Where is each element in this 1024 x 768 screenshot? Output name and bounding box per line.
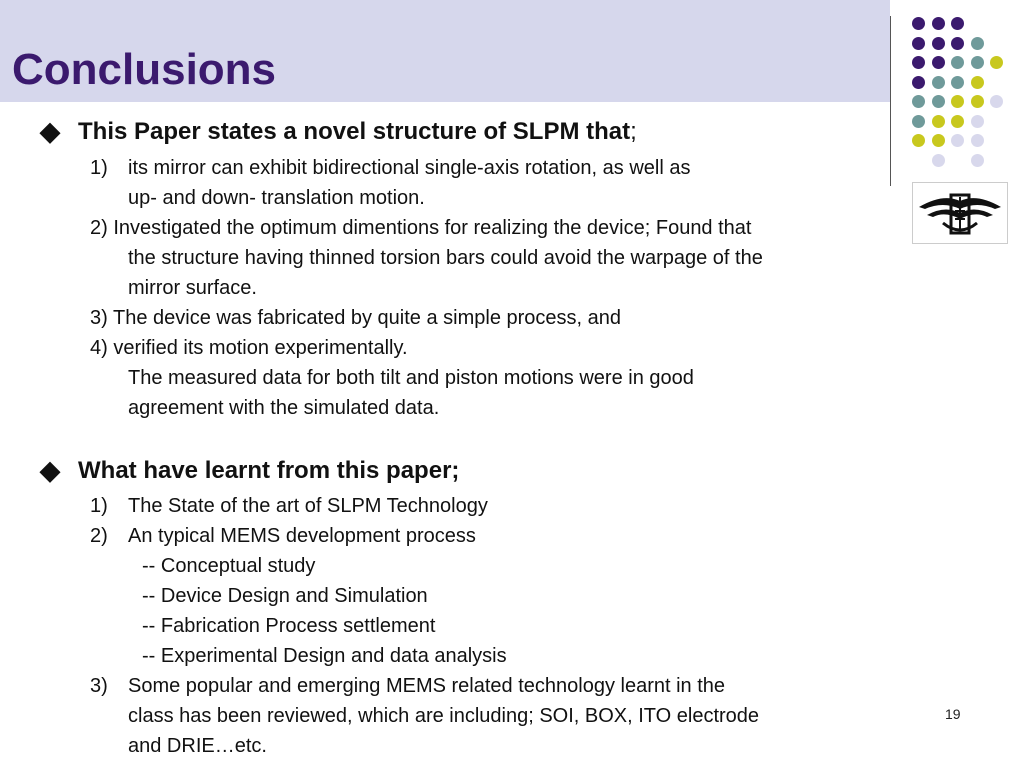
section1-heading-suffix: ; bbox=[630, 118, 637, 145]
list-item: and DRIE…etc. bbox=[128, 735, 267, 757]
decorative-dot bbox=[912, 95, 925, 108]
list-item: 2) Investigated the optimum dimentions for realizing the device; Found that bbox=[90, 217, 752, 239]
decorative-dot bbox=[990, 95, 1003, 108]
decorative-dot bbox=[990, 56, 1003, 69]
emblem-graphic bbox=[913, 183, 1007, 243]
decorative-dot bbox=[951, 56, 964, 69]
list-item: The State of the art of SLPM Technology bbox=[128, 495, 488, 517]
list-subitem: -- Experimental Design and data analysis bbox=[142, 645, 507, 667]
list-item: mirror surface. bbox=[128, 277, 257, 299]
decorative-dot bbox=[932, 76, 945, 89]
decorative-dot bbox=[912, 134, 925, 147]
list-subitem: -- Device Design and Simulation bbox=[142, 585, 428, 607]
list-number: 2) bbox=[90, 525, 108, 547]
list-item: agreement with the simulated data. bbox=[128, 397, 440, 419]
list-item: class has been reviewed, which are including; SOI, BOX, ITO electrode bbox=[128, 705, 760, 727]
list-item: Some popular and emerging MEMS related technology learnt in the bbox=[128, 675, 726, 697]
section2-heading: What have learnt from this paper; bbox=[78, 457, 460, 484]
decorative-dot bbox=[912, 76, 925, 89]
vertical-divider bbox=[890, 16, 891, 186]
list-number: 1) bbox=[90, 495, 108, 517]
decorative-dot bbox=[951, 134, 964, 147]
list-subitem: -- Conceptual study bbox=[142, 555, 316, 577]
decorative-dot bbox=[912, 115, 925, 128]
list-item: 4) verified its motion experimentally. bbox=[90, 337, 408, 359]
decorative-dot bbox=[951, 76, 964, 89]
decorative-dot bbox=[932, 134, 945, 147]
decorative-dot bbox=[932, 37, 945, 50]
list-item: the structure having thinned torsion bars could avoid the warpage of the bbox=[128, 247, 763, 269]
list-item: 3) The device was fabricated by quite a simple process, and bbox=[90, 307, 622, 329]
university-emblem-icon bbox=[912, 182, 1008, 244]
decorative-dot bbox=[971, 154, 984, 167]
decorative-dot bbox=[932, 56, 945, 69]
list-subitem: -- Fabrication Process settlement bbox=[142, 615, 436, 637]
decorative-dot bbox=[912, 17, 925, 30]
list-number: 3) bbox=[90, 675, 108, 697]
decorative-dot bbox=[971, 134, 984, 147]
decorative-dot bbox=[971, 95, 984, 108]
section1-heading-text: This Paper states a novel structure of SLPM that bbox=[78, 118, 631, 145]
decorative-dot bbox=[951, 115, 964, 128]
diamond-bullet-icon: ◆ bbox=[40, 116, 60, 146]
list-item: its mirror can exhibit bidirectional single-axis rotation, as well as bbox=[128, 157, 691, 179]
page-number: 19 bbox=[945, 706, 961, 722]
list-number: 1) bbox=[90, 157, 108, 179]
decorative-dot bbox=[932, 154, 945, 167]
list-item: up- and down- translation motion. bbox=[128, 187, 425, 209]
decorative-dot bbox=[971, 76, 984, 89]
decorative-dot bbox=[951, 17, 964, 30]
decorative-dot bbox=[932, 115, 945, 128]
diamond-bullet-icon: ◆ bbox=[40, 455, 60, 485]
section1-heading bbox=[78, 117, 637, 147]
decorative-dot bbox=[912, 37, 925, 50]
list-item: The measured data for both tilt and piston motions were in good bbox=[128, 367, 694, 389]
decorative-dot bbox=[932, 95, 945, 108]
decorative-dot bbox=[932, 17, 945, 30]
decorative-dot bbox=[951, 95, 964, 108]
decorative-dot bbox=[912, 56, 925, 69]
decorative-dot bbox=[971, 115, 984, 128]
decorative-dot bbox=[971, 37, 984, 50]
decorative-dot bbox=[951, 37, 964, 50]
slide-title: Conclusions bbox=[12, 45, 277, 94]
decorative-dot bbox=[971, 56, 984, 69]
list-item: An typical MEMS development process bbox=[128, 525, 476, 547]
